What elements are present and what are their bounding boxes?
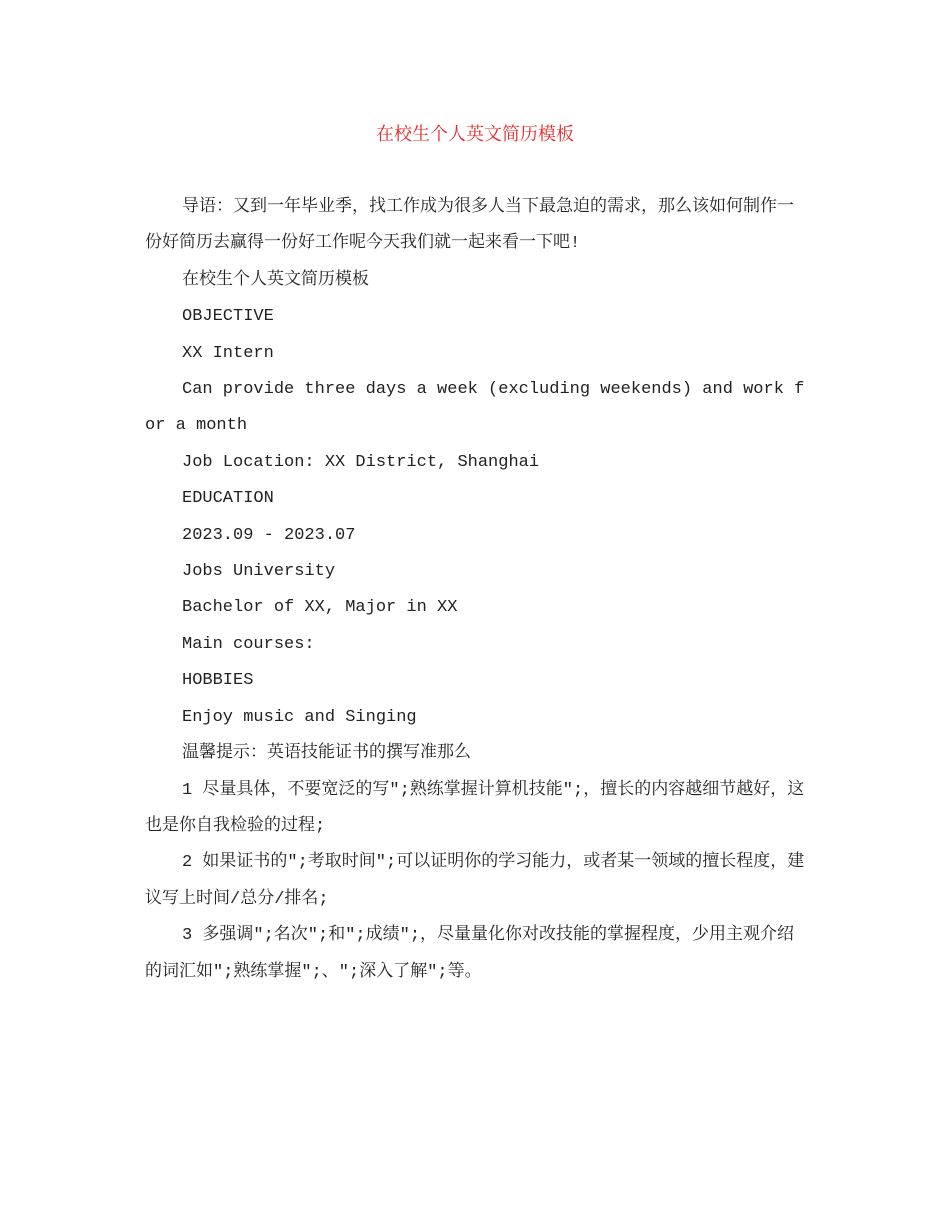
education-degree: Bachelor of XX, Major in XX <box>182 598 458 618</box>
tip-item-3: 3 多强调″;名次″;和″;成绩″;，尽量量化你对改技能的掌握程度，少用主观介绍的词汇如″;熟练掌握″;、″;深入了解″;等。 <box>145 926 795 982</box>
hobbies-detail: Enjoy music and Singing <box>182 707 417 727</box>
tip-item-2: 2 如果证书的″;考取时间″;可以证明你的学习能力，或者某一领域的擅长程度，建议写上时间/总分/排名; <box>145 853 805 909</box>
education-school: Jobs University <box>182 562 336 582</box>
tip-item-1: 1 尽量具体，不要宽泛的写″;熟练掌握计算机技能″;，擅长的内容越细节越好，这也是你自我检验的过程; <box>145 780 805 836</box>
tips-heading: 温馨提示：英语技能证书的撰写准那么 <box>182 744 471 764</box>
section-objective: OBJECTIVE <box>182 307 274 327</box>
education-courses: Main courses: <box>182 634 315 654</box>
intro-paragraph: 导语：又到一年毕业季，找工作成为很多人当下最急迫的需求，那么该如何制作一份好简历去赢得一份好工作呢今天我们就一起来看一下吧! <box>145 198 794 254</box>
objective-position: XX Intern <box>182 343 274 363</box>
education-dates: 2023.09 - 2023.07 <box>182 525 356 545</box>
objective-availability: Can provide three days a week (excluding weekends) and work for a month <box>145 380 805 436</box>
resume-heading: 在校生个人英文简历模板 <box>182 270 369 290</box>
section-education: EDUCATION <box>182 489 274 509</box>
section-hobbies: HOBBIES <box>182 671 254 691</box>
objective-location: Job Location: XX District, Shanghai <box>182 452 540 472</box>
document-title: 在校生个人英文简历模板 <box>376 124 574 145</box>
document-body <box>145 190 805 991</box>
